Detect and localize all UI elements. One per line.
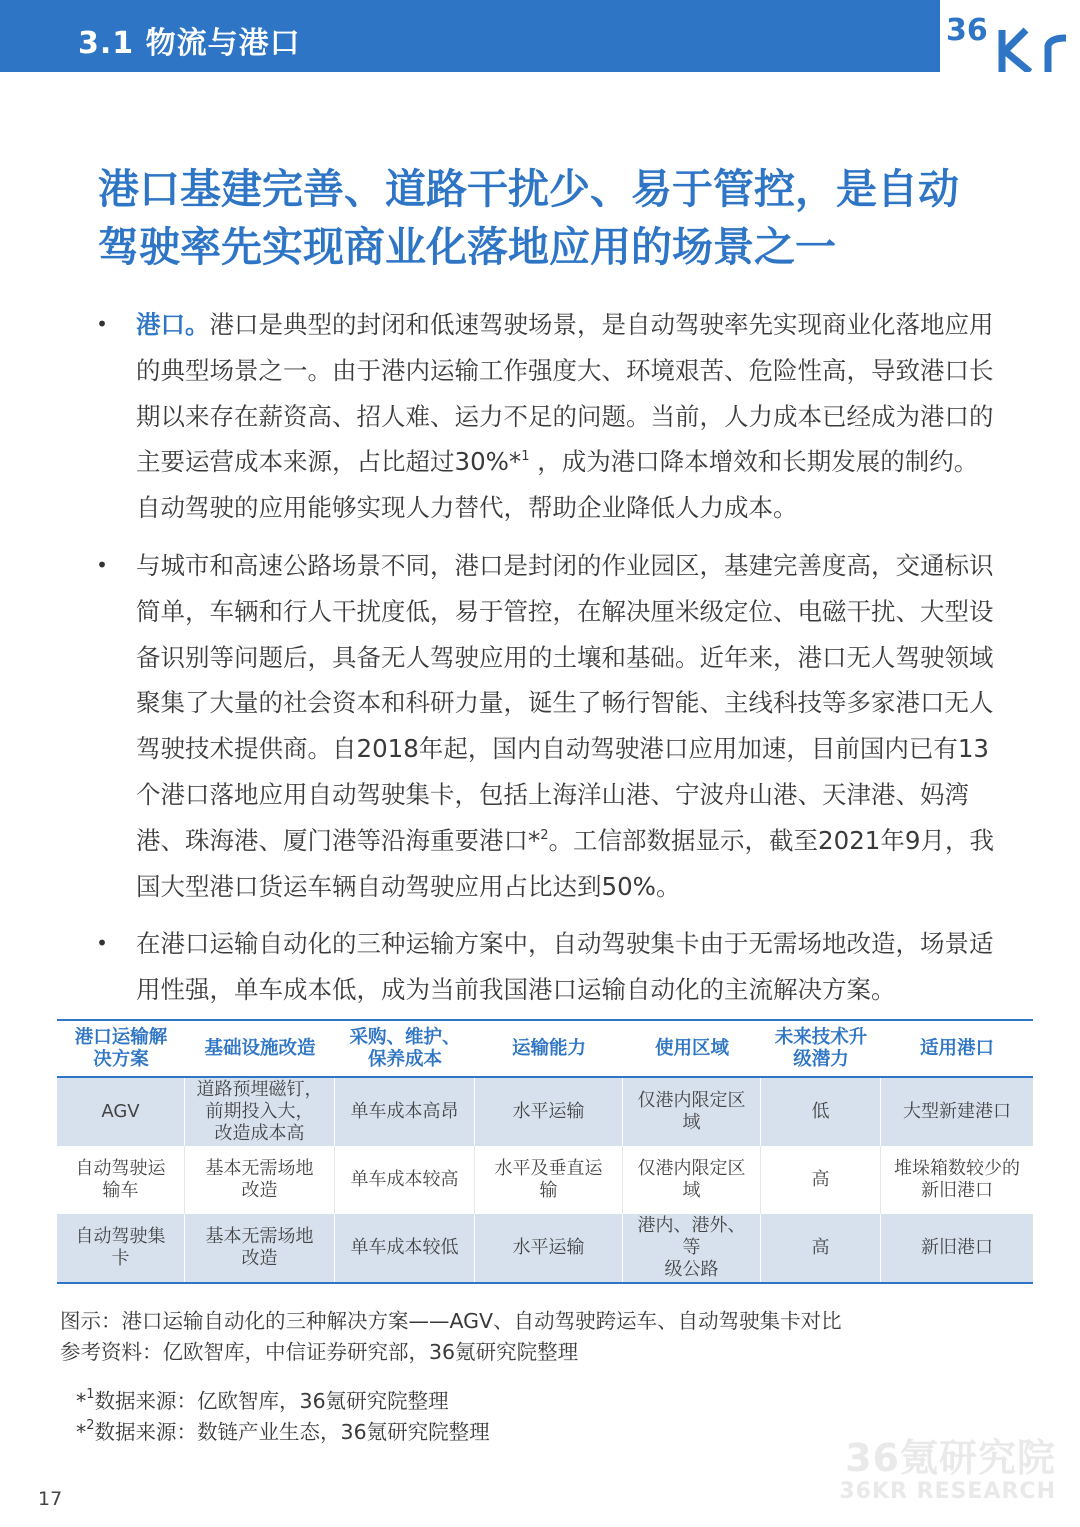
footnote-ref: 1 [521, 449, 530, 465]
figure-caption [60, 1306, 842, 1368]
table-cell: 高 [761, 1146, 881, 1214]
watermark [839, 1436, 1056, 1504]
table-cell: 水平运输 [475, 1214, 623, 1282]
page-heading: 港口基建完善、道路干扰少、易于管控，是自动驾驶率先实现商业化落地应用的场景之一 [98, 165, 959, 271]
section-header-bar [0, 0, 1034, 72]
table-cell: 低 [761, 1078, 881, 1146]
comparison-table [57, 1019, 1033, 1284]
table-header-cell: 使用区域 [654, 1037, 729, 1059]
bullet-dot-icon: • [96, 552, 108, 577]
table-cell: 高 [761, 1214, 881, 1282]
bullet-item [92, 543, 1002, 909]
table-row [57, 1078, 1033, 1146]
table-row [57, 1146, 1033, 1214]
table-header-cell: 未来技术升 级潜力 [774, 1026, 868, 1070]
bullet-dot-icon: • [96, 312, 108, 336]
table-header-cell: 基础设施改造 [204, 1037, 316, 1059]
watermark-line-1: 36氪研究院 [845, 1436, 1056, 1480]
table-header-row [57, 1021, 1033, 1078]
table-cell: 自动驾驶运 输车 [57, 1146, 185, 1214]
page-number: 17 [38, 1488, 63, 1510]
table-header-cell: 运输能力 [511, 1037, 586, 1059]
bullet-lead: 港口。 [136, 310, 210, 339]
table-cell: 水平运输 [475, 1078, 623, 1146]
footnotes [76, 1386, 490, 1448]
table-cell: 大型新建港口 [903, 1101, 1011, 1122]
table-cell: 堆垛箱数较少的 新旧港口 [894, 1158, 1020, 1201]
table-header-cell: 适用港口 [919, 1037, 994, 1059]
table-cell: 单车成本高昂 [335, 1078, 475, 1146]
36kr-logo [940, 0, 1080, 72]
svg-text:36: 36 [946, 13, 988, 48]
table-cell: 单车成本较低 [335, 1214, 475, 1282]
footnote: *$^1$数据来源：亿欧智库，36氪研究院整理 [76, 1387, 449, 1413]
bullet-text: 与城市和高速公路场景不同，港口是封闭的作业园区，基建完善度高，交通标识简单，车辆和行人干扰度低，易于管控，在解决厘米级定位、电磁干扰、大型设备识别等问题后，具备无人驾驶应用的土壤和基础。近年来，港口无人驾驶领域聚集了大量的社会资本和科研力量，诞生了畅行智能、主线科技等多家港口无人驾驶技术提供商。自2018年起，国内自动驾驶港口应用加速，目前国内已有13个港口落地应用自动驾驶集卡，包括上海洋山港、宁波舟山港、天津港、妈湾港、珠海港、厦门港等沿海重要港口*$^2$。工信部数据显示，截至2021年9月，我国大型港口货运车辆自动驾驶应用占比达到50%。 [136, 550, 994, 901]
table-cell: 港内、港外、 等 级公路 [623, 1214, 761, 1282]
bullet-text: 在港口运输自动化的三种运输方案中，自动驾驶集卡由于无需场地改造，场景适用性强，单车成本低，成为当前我国港口运输自动化的主流解决方案。 [136, 929, 994, 1005]
table-cell: 仅港内限定区 域 [623, 1078, 761, 1146]
footnote-ref: 2 [540, 827, 549, 843]
table-cell: 新旧港口 [921, 1237, 993, 1258]
table-cell: 水平及垂直运 输 [475, 1146, 623, 1214]
table-header-cell: 港口运输解 决方案 [74, 1026, 168, 1070]
caption-reference: 参考资料：亿欧智库，中信证券研究部，36氪研究院整理 [60, 1340, 579, 1364]
footnote: *$^2$数据来源：数链产业生态，36氪研究院整理 [76, 1418, 490, 1444]
bullet-text: 港口。港口是典型的封闭和低速驾驶场景，是自动驾驶率先实现商业化落地应用的典型场景之一。由于港内运输工作强度大、环境艰苦、危险性高，导致港口长期以来存在薪资高、招人难、运力不足的问题。当前，人力成本已经成为港口的主要运营成本来源，占比超过30%*$^1$ ，成为港口降本增效和长期发展的制约。自动驾驶的应用能够实现人力替代，帮助企业降低人力成本。 [136, 310, 994, 523]
table-cell: 基本无需场地 改造 [185, 1214, 335, 1282]
bullet-item [92, 921, 1002, 1013]
table-cell: 自动驾驶集 卡 [57, 1214, 185, 1282]
table-cell: 仅港内限定区 域 [623, 1146, 761, 1214]
section-title: 3.1 物流与港口 [78, 26, 301, 61]
caption-figure: 图示：港口运输自动化的三种解决方案——AGV、自动驾驶跨运车、自动驾驶集卡对比 [60, 1309, 842, 1333]
table-row [57, 1214, 1033, 1282]
bullet-item [92, 302, 1002, 531]
bullet-list [92, 302, 1002, 1025]
table-cell: 单车成本较高 [335, 1146, 475, 1214]
watermark-line-2: 36KR RESEARCH [839, 1479, 1056, 1504]
table-cell: AGV [57, 1078, 185, 1146]
table-header-cell: 采购、维护、 保养成本 [349, 1026, 461, 1070]
bullet-dot-icon: • [96, 931, 108, 956]
36kr-logo-icon [940, 0, 1080, 72]
table-cell: 道路预埋磁钉， 前期投入大， 改造成本高 [185, 1078, 335, 1146]
table-cell: 基本无需场地 改造 [185, 1146, 335, 1214]
